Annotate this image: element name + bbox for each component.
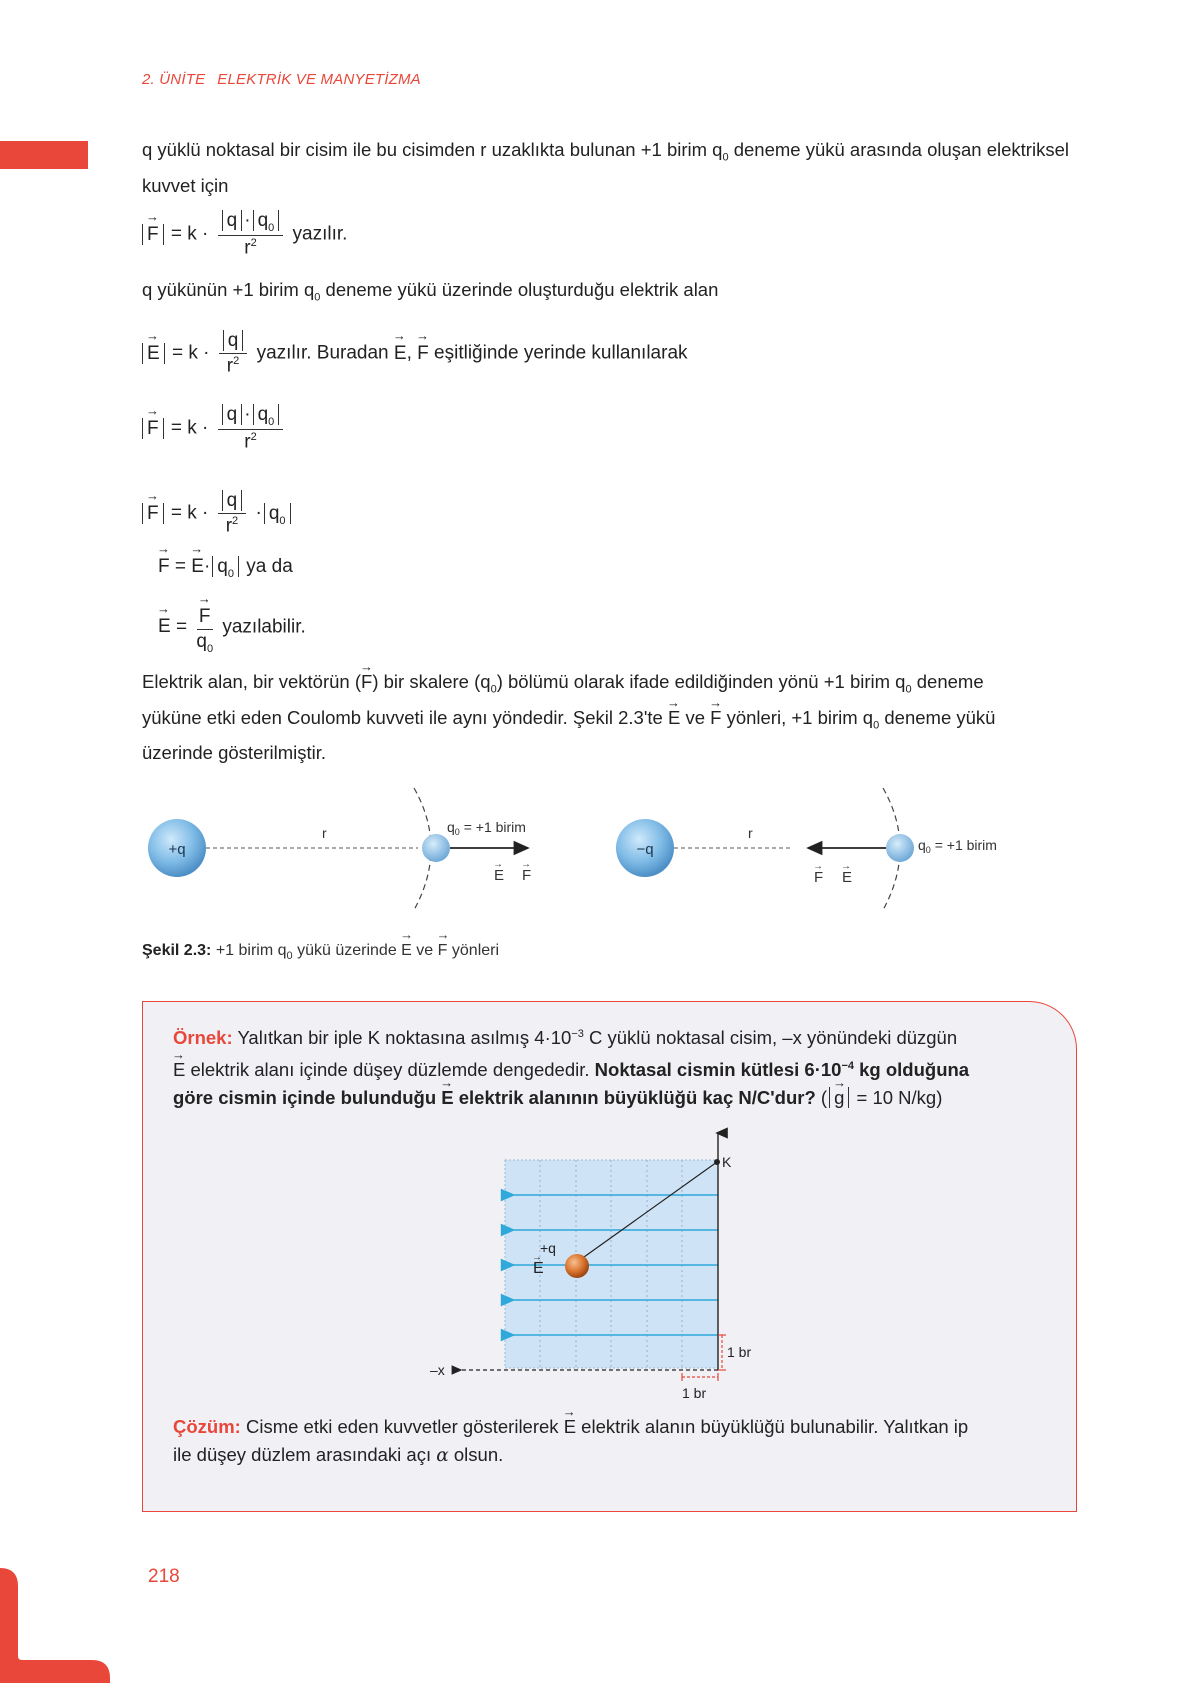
unit-title: ELEKTRİK VE MANYETİZMA [217,71,421,88]
equation-step-3: → F = → $E\cdot q_0$ ya da [158,556,293,580]
test-charge-right [886,834,914,862]
intro-paragraph: q yüklü noktasal bir cisim ile bu cisimden r uzaklıkta bulunan +1 birim $q_0$ deneme yükü arasında oluşan elektriksel kuvvet için [142,139,1069,196]
svg-text:→: → [813,861,823,872]
vector-e-label: E [494,867,505,884]
example-text: Örnek: Yalıtkan bir iple K noktasına asılmış $4\cdot 10^{-3}$ C yüklü noktasal cisim, –x yönündeki düzgün → E elektrik alanı içinde düşey düzlemde dengededir. Noktasal cismin kütlesi $6\cdot 10^{-4}$ kg olduğuna göre cismin içinde bulunduğu → E elektrik alanının büyüklüğü kaç N/C'dur? (→ g = 10 N/kg) [173,1020,1053,1112]
figure-2-3 [130,780,1030,920]
field-equation: → E = k · $\frac{q}{r^2}$ yazılır. Buradan → E, → F eşitliğinde yerinde kullanılarak [140,330,688,377]
axis-label: –x [430,1362,445,1378]
equation-step-1: → F = k · $\frac{q \cdot q_0}{r^2}$ [140,404,287,453]
svg-text:q0 = +1 birim: $q_0 = +1$ birim [918,837,997,855]
negative-charge-label: −q [636,841,654,858]
svg-text:F: F [814,869,824,886]
svg-text:→: → [841,861,851,872]
field-paragraph: q yükünün +1 birim $q_0$ deneme yükü üzerinde oluşturduğu elektrik alan [142,279,719,304]
direction-paragraph: Elektrik alan, bir vektörün (→ F) bir skalere $(q_0)$ bölümü olarak ifade edildiğinden yönü +1 birim $q_0$ deneme yüküne etki eden Coulomb kuvveti ile aynı yöndedir. Şekil 2.3'te → E ve → F yönleri, +1 birim $q_0$ deneme yükü üzerinde gösterilmiştir. [142,668,1082,767]
running-header [142,71,433,88]
svg-text:1 br: 1 br [682,1385,707,1401]
svg-text:→: → [493,859,503,870]
test-charge [422,834,450,862]
horizontal-unit [682,1373,718,1381]
svg-text:1 br: 1 br [727,1344,752,1360]
vector-f-label: F [522,867,532,884]
vertical-unit [718,1335,726,1370]
positive-charge-label: +q [168,841,186,858]
left-diagram [148,788,531,910]
equation-step-4: → E = → $\frac{F}{q_0}$ yazılabilir. [158,600,306,655]
section-marker [0,141,88,169]
unit-label: 2. ÜNİTE [142,71,206,88]
svg-text:→: → [532,1252,542,1263]
figure-caption: Şekil 2.3: +1 birim $q_0$ yükü üzerinde → E ve → F yönleri [142,942,499,962]
coulomb-equation: → F = k · $\frac{q \cdot q_0}{r^2}$ yazılır. [140,210,347,259]
solution-text: Çözüm: Cisme etki eden kuvvetler gösterilerek → E elektrik alanın büyüklüğü bulunabilir. Yalıtkan ip ile düşey düzlem arasındaki açı α olsun. [173,1413,1053,1470]
svg-text:q0 = +1 birim: $q_0 = +1$ birim [447,819,526,837]
point-k-label: K [722,1154,732,1170]
svg-text:E: E [842,869,853,886]
svg-text:→: → [521,859,531,870]
right-diagram [616,788,997,910]
corner-decoration [0,1568,110,1683]
field-diagram [420,1125,760,1405]
field-label: E [533,1260,544,1277]
charge-label: +q [540,1240,556,1256]
charged-ball [565,1254,589,1278]
svg-text:r: r [748,825,753,841]
equation-step-2: → F = k · $\frac{q}{r^2}$ · $q_0$ [140,490,293,537]
distance-label: r [322,825,327,841]
page-number: 218 [148,1566,180,1587]
